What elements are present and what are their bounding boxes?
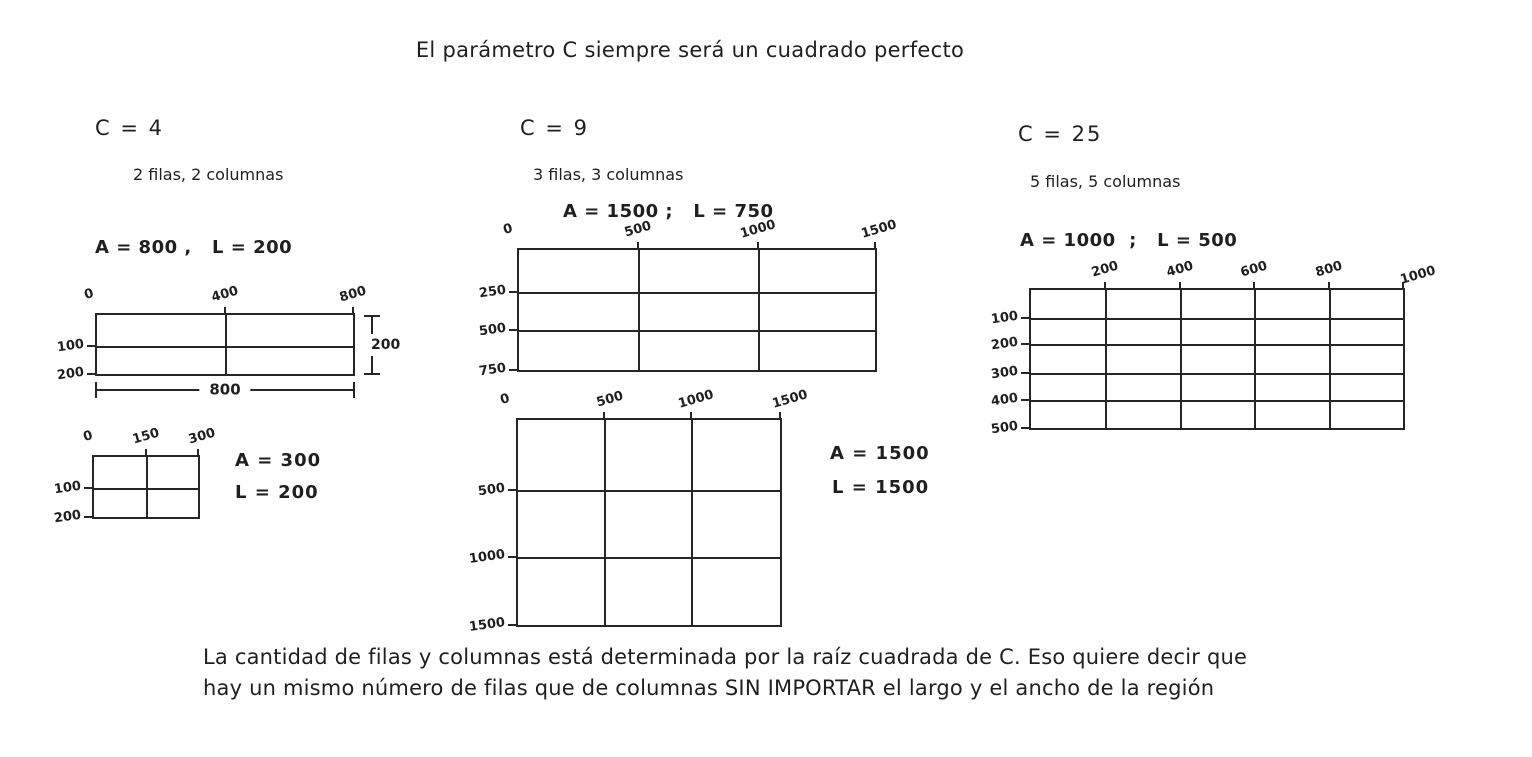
y-tick-label: 250: [477, 282, 507, 302]
x-tick-mark: [224, 307, 226, 315]
c4-rows-cols: 2 filas, 2 columnas: [133, 165, 284, 184]
y-tick-mark: [84, 516, 92, 518]
c9-rows-cols: 3 filas, 3 columnas: [533, 165, 684, 184]
y-tick-label: 100: [55, 336, 85, 355]
x-tick-mark: [352, 307, 354, 315]
x-tick-label: 500: [594, 388, 625, 411]
page-title: El parámetro C siempre será un cuadrado perfecto: [415, 38, 965, 62]
y-tick-label: 200: [989, 334, 1019, 354]
x-tick-mark: [1328, 282, 1330, 290]
y-tick-label: 500: [477, 321, 507, 340]
grid-vline: [1105, 290, 1107, 428]
y-tick-label: 100: [989, 308, 1019, 327]
c25-label: C = 25: [1018, 122, 1103, 146]
dimension-cap: [364, 373, 380, 375]
height-dimension: [364, 315, 401, 375]
x-tick-label: 800: [337, 283, 369, 306]
y-tick-mark: [87, 373, 95, 375]
x-tick-mark: [637, 242, 639, 250]
grid-hline: [1031, 318, 1403, 320]
x-tick-label: 1000: [1398, 263, 1438, 288]
x-tick-mark: [1253, 282, 1255, 290]
y-tick-label: 100: [52, 478, 82, 498]
x-tick-label: 150: [130, 425, 162, 448]
footer-line-1: La cantidad de filas y columnas está determinada por la raíz cuadrada de C. Eso quiere decir que: [203, 645, 1248, 669]
x-tick-label: 300: [187, 425, 218, 448]
width-dimension: [95, 382, 355, 398]
grid-vline: [1329, 290, 1331, 428]
grid-vline: [1254, 290, 1256, 428]
height-dimension-label: 200: [369, 334, 402, 356]
x-tick-label: 200: [1090, 258, 1121, 281]
grid-vline: [225, 315, 227, 374]
c9-grid-2: [467, 387, 810, 635]
c25-grid-1: [989, 258, 1438, 438]
y-tick-label: 500: [989, 418, 1019, 438]
grid-vline: [691, 420, 693, 625]
x-tick-mark: [757, 242, 759, 250]
x-tick-label: 1500: [859, 217, 899, 242]
c25-params: A = 1000 ; L = 500: [1020, 230, 1238, 251]
grid-hline: [1031, 344, 1403, 346]
x-tick-mark: [1104, 282, 1106, 290]
c4-label: C = 4: [95, 116, 164, 140]
x-tick-label: 600: [1239, 258, 1270, 281]
y-tick-mark: [509, 369, 517, 371]
y-tick-label: 200: [52, 507, 82, 527]
x-tick-label: 0: [81, 428, 95, 445]
c9-grid2-length-label: L = 1500: [832, 477, 930, 498]
x-tick-mark: [1179, 282, 1181, 290]
x-tick-label: 400: [209, 283, 241, 306]
grid-hline: [1031, 373, 1403, 375]
c4-grid-2: [52, 425, 218, 527]
x-tick-label: 0: [501, 221, 515, 238]
x-tick-label: 0: [82, 286, 96, 303]
y-tick-label: 300: [989, 363, 1019, 383]
c9-grid-1: [477, 217, 899, 380]
x-tick-mark: [197, 449, 199, 457]
grid-hline: [518, 490, 780, 492]
grid-hline: [519, 292, 875, 294]
c4-grid2-length-label: L = 200: [235, 482, 319, 503]
c9-label: C = 9: [520, 116, 589, 140]
x-tick-mark: [145, 449, 147, 457]
y-tick-label: 400: [989, 391, 1019, 410]
dimension-cap: [95, 382, 97, 398]
y-tick-mark: [509, 291, 517, 293]
y-tick-mark: [1021, 372, 1029, 374]
y-tick-mark: [509, 329, 517, 331]
x-tick-label: 0: [498, 391, 512, 408]
x-tick-mark: [779, 412, 781, 420]
grid-hline: [518, 557, 780, 559]
grid-vline: [758, 250, 760, 370]
grid-hline: [94, 488, 198, 490]
y-tick-mark: [1021, 399, 1029, 401]
x-tick-label: 1500: [771, 387, 810, 412]
y-tick-mark: [84, 487, 92, 489]
grid-vline: [146, 457, 148, 517]
y-tick-mark: [508, 556, 516, 558]
y-tick-label: 750: [477, 360, 507, 380]
width-dimension-label: 800: [199, 380, 250, 398]
grid-hline: [519, 330, 875, 332]
x-tick-label: 800: [1313, 258, 1344, 281]
y-tick-mark: [508, 489, 516, 491]
y-tick-label: 1000: [467, 547, 506, 568]
y-tick-mark: [1021, 427, 1029, 429]
x-tick-label: 400: [1164, 258, 1195, 281]
c9-grid2-area-label: A = 1500: [830, 443, 930, 464]
y-tick-label: 1500: [467, 615, 506, 635]
footer-line-2: hay un mismo número de filas que de columnas SIN IMPORTAR el largo y el ancho de la región: [203, 676, 1215, 700]
grid-vline: [604, 420, 606, 625]
c25-rows-cols: 5 filas, 5 columnas: [1030, 172, 1181, 191]
c4-params: A = 800 , L = 200: [95, 237, 293, 258]
x-tick-mark: [603, 412, 605, 420]
x-tick-label: 1000: [676, 387, 716, 412]
x-tick-label: 1000: [738, 217, 777, 242]
grid-hline: [97, 346, 353, 348]
c4-grid-1: [55, 283, 369, 384]
grid-vline: [638, 250, 640, 370]
y-tick-mark: [1021, 343, 1029, 345]
y-tick-label: 200: [55, 364, 85, 384]
dimension-cap: [353, 382, 355, 398]
x-tick-mark: [874, 242, 876, 250]
y-tick-mark: [87, 345, 95, 347]
y-tick-mark: [1021, 317, 1029, 319]
y-tick-label: 500: [476, 480, 506, 500]
x-tick-mark: [690, 412, 692, 420]
c9-params: A = 1500 ; L = 750: [563, 201, 774, 222]
grid-vline: [1180, 290, 1182, 428]
grid-hline: [1031, 400, 1403, 402]
x-tick-label: 500: [623, 218, 654, 241]
dimension-cap: [364, 315, 380, 317]
y-tick-mark: [508, 624, 516, 626]
c4-grid2-area-label: A = 300: [235, 450, 322, 471]
